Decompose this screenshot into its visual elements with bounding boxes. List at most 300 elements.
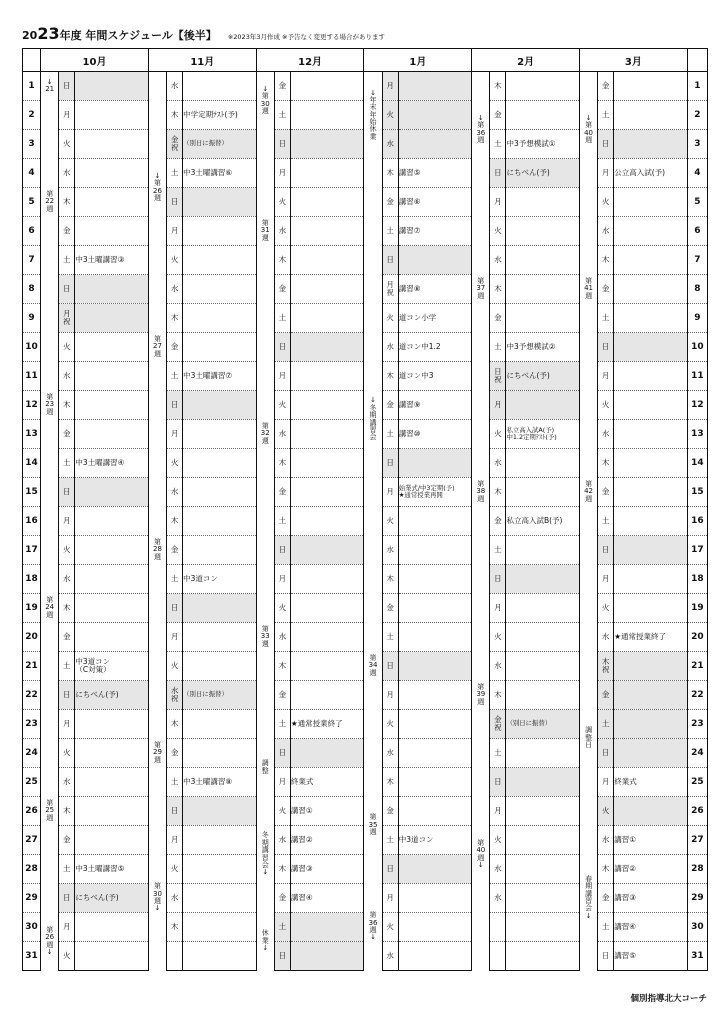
event-cell bbox=[398, 768, 472, 797]
day-number: 10 bbox=[687, 333, 707, 362]
event-cell: （別日に振替） bbox=[506, 710, 580, 739]
event-cell: にちべん(予) bbox=[506, 362, 580, 391]
day-row bbox=[23, 72, 708, 101]
event-cell: 中3予想模試② bbox=[506, 333, 580, 362]
event-cell bbox=[506, 623, 580, 652]
weekday-cell: 水 bbox=[59, 159, 75, 188]
weekday-cell: 金 bbox=[59, 623, 75, 652]
event-cell bbox=[398, 246, 472, 275]
event-cell bbox=[183, 913, 257, 942]
event-cell bbox=[183, 420, 257, 449]
weekday-cell: 火 bbox=[59, 739, 75, 768]
event-cell bbox=[183, 72, 257, 101]
weekday-cell: 水 bbox=[382, 942, 398, 971]
event-cell bbox=[506, 536, 580, 565]
weekday-cell: 水 bbox=[382, 333, 398, 362]
week-label-text: 第 36 週 ↓ bbox=[368, 911, 378, 942]
weekday-cell: 日 bbox=[59, 478, 75, 507]
weekday-cell: 日 bbox=[274, 942, 290, 971]
week-label bbox=[41, 304, 59, 507]
event-cell bbox=[506, 246, 580, 275]
month-header: 10月 bbox=[41, 49, 149, 72]
weekday-cell: 火 bbox=[490, 623, 506, 652]
weekday-cell: 水 bbox=[490, 884, 506, 913]
week-label bbox=[472, 188, 490, 391]
day-number: 15 bbox=[687, 478, 707, 507]
week-label-text: 第 31 週 bbox=[260, 218, 270, 242]
event-cell bbox=[183, 623, 257, 652]
weekday-cell: 金 bbox=[598, 681, 614, 710]
week-label-text: 第 39 週 bbox=[476, 682, 486, 706]
event-cell bbox=[614, 217, 688, 246]
event-cell bbox=[506, 739, 580, 768]
event-cell bbox=[398, 884, 472, 913]
event-cell bbox=[183, 797, 257, 826]
week-label bbox=[256, 130, 274, 333]
event-cell bbox=[183, 594, 257, 623]
event-cell bbox=[506, 217, 580, 246]
day-row bbox=[23, 275, 708, 304]
day-number: 26 bbox=[23, 797, 41, 826]
event-cell: 私立高入試B(予) bbox=[506, 507, 580, 536]
weekday-cell: 月 祝 bbox=[382, 275, 398, 304]
event-cell bbox=[75, 565, 149, 594]
weekday-cell: 木 bbox=[167, 507, 183, 536]
event-cell: 中3道コン bbox=[398, 826, 472, 855]
event-cell bbox=[290, 333, 364, 362]
week-label bbox=[364, 768, 382, 884]
weekday-cell: 月 bbox=[382, 72, 398, 101]
event-cell: 始業式/中3定期(予) ★通常授業再開 bbox=[398, 478, 472, 507]
event-cell bbox=[614, 304, 688, 333]
weekday-cell: 金 bbox=[382, 797, 398, 826]
event-cell: 講習① bbox=[614, 826, 688, 855]
event-cell bbox=[183, 275, 257, 304]
weekday-cell: 土 bbox=[167, 159, 183, 188]
event-cell bbox=[290, 159, 364, 188]
weekday-cell: 金 bbox=[598, 72, 614, 101]
weekday-cell: 月 bbox=[598, 362, 614, 391]
weekday-cell: 木 bbox=[490, 72, 506, 101]
weekday-cell: 金 bbox=[167, 333, 183, 362]
weekday-cell: 土 bbox=[490, 333, 506, 362]
event-cell: 私立高入試A(予) 中1.2定期ﾃｽﾄ(予) bbox=[506, 420, 580, 449]
event-cell bbox=[614, 652, 688, 681]
event-cell: 講習⑥ bbox=[398, 188, 472, 217]
event-cell bbox=[614, 130, 688, 159]
week-label bbox=[148, 652, 166, 855]
event-cell bbox=[75, 72, 149, 101]
weekday-cell: 土 bbox=[274, 101, 290, 130]
event-cell: 中3予想模試① bbox=[506, 130, 580, 159]
weekday-cell: 金 bbox=[382, 188, 398, 217]
event-cell: 終業式 bbox=[290, 768, 364, 797]
event-cell bbox=[614, 246, 688, 275]
weekday-cell: 金 祝 bbox=[490, 710, 506, 739]
event-cell bbox=[398, 565, 472, 594]
event-cell: 中3道コン bbox=[183, 565, 257, 594]
day-number: 11 bbox=[23, 362, 41, 391]
week-label-text: 第 23 週 bbox=[45, 392, 55, 416]
day-number: 16 bbox=[687, 507, 707, 536]
week-label bbox=[364, 72, 382, 159]
weekday-cell: 木 bbox=[490, 478, 506, 507]
weekday-cell: 日 bbox=[382, 246, 398, 275]
event-cell: 道コン中1.2 bbox=[398, 333, 472, 362]
week-label-text: 調 整 日 bbox=[585, 726, 593, 750]
weekday-cell: 火 bbox=[167, 855, 183, 884]
week-label bbox=[472, 72, 490, 188]
weekday-cell: 木 bbox=[382, 362, 398, 391]
weekday-cell: 火 bbox=[490, 826, 506, 855]
event-cell bbox=[614, 101, 688, 130]
weekday-cell: 日 bbox=[59, 884, 75, 913]
day-number: 19 bbox=[23, 594, 41, 623]
event-cell bbox=[398, 130, 472, 159]
weekday-cell: 木 bbox=[490, 275, 506, 304]
event-cell bbox=[290, 130, 364, 159]
event-cell bbox=[290, 391, 364, 420]
week-label-text: 第 28 週 bbox=[153, 537, 162, 561]
event-cell: 中3土曜講習③ bbox=[75, 246, 149, 275]
event-cell bbox=[75, 362, 149, 391]
event-cell bbox=[290, 275, 364, 304]
weekday-cell: 木 bbox=[382, 768, 398, 797]
event-cell bbox=[75, 478, 149, 507]
weekday-cell: 火 bbox=[598, 797, 614, 826]
weekday-cell: 水 bbox=[382, 130, 398, 159]
event-cell bbox=[614, 333, 688, 362]
event-cell bbox=[506, 275, 580, 304]
event-cell: 講習⑤ bbox=[398, 159, 472, 188]
weekday-cell: 日 bbox=[490, 159, 506, 188]
day-number: 29 bbox=[687, 884, 707, 913]
day-number: 6 bbox=[23, 217, 41, 246]
event-cell bbox=[290, 72, 364, 101]
week-label bbox=[148, 449, 166, 652]
day-number: 27 bbox=[23, 826, 41, 855]
weekday-cell: 金 bbox=[59, 826, 75, 855]
weekday-cell: 木 祝 bbox=[598, 652, 614, 681]
weekday-cell: 月 bbox=[167, 217, 183, 246]
weekday-cell: 木 bbox=[598, 246, 614, 275]
week-label bbox=[580, 652, 598, 826]
day-number: 24 bbox=[23, 739, 41, 768]
day-row bbox=[23, 884, 708, 913]
weekday-cell: 月 bbox=[274, 565, 290, 594]
event-cell: にちべん(予) bbox=[75, 681, 149, 710]
event-cell bbox=[183, 826, 257, 855]
event-cell bbox=[506, 826, 580, 855]
weekday-cell: 水 bbox=[59, 362, 75, 391]
weekday-cell: 水 bbox=[274, 826, 290, 855]
event-cell: （別日に振替） bbox=[183, 130, 257, 159]
event-cell bbox=[290, 420, 364, 449]
weekday-cell bbox=[490, 942, 506, 971]
event-cell: 講習⑧ bbox=[398, 275, 472, 304]
event-cell bbox=[506, 449, 580, 478]
day-number: 19 bbox=[687, 594, 707, 623]
weekday-cell: 金 bbox=[490, 101, 506, 130]
event-cell bbox=[398, 797, 472, 826]
weekday-cell: 土 bbox=[59, 855, 75, 884]
weekday-cell: 日 bbox=[167, 391, 183, 420]
event-cell: ★通常授業終了 bbox=[614, 623, 688, 652]
weekday-cell: 金 bbox=[274, 681, 290, 710]
day-number: 17 bbox=[23, 536, 41, 565]
event-cell: 講習④ bbox=[614, 913, 688, 942]
day-number: 18 bbox=[23, 565, 41, 594]
weekday-cell: 月 bbox=[382, 681, 398, 710]
weekday-cell: 月 bbox=[167, 420, 183, 449]
day-number: 11 bbox=[687, 362, 707, 391]
weekday-cell: 金 bbox=[382, 391, 398, 420]
event-cell bbox=[290, 188, 364, 217]
event-cell bbox=[75, 710, 149, 739]
weekday-cell: 火 bbox=[382, 507, 398, 536]
weekday-cell: 月 bbox=[382, 884, 398, 913]
weekday-cell: 火 bbox=[274, 391, 290, 420]
weekday-cell: 金 bbox=[274, 275, 290, 304]
weekday-cell: 月 bbox=[490, 188, 506, 217]
weekday-cell: 水 bbox=[490, 246, 506, 275]
schedule-body bbox=[23, 72, 708, 971]
week-label-text: 第 42 週 bbox=[584, 479, 594, 503]
day-number: 13 bbox=[687, 420, 707, 449]
day-number: 21 bbox=[23, 652, 41, 681]
weekday-cell: 金 bbox=[490, 507, 506, 536]
weekday-cell: 日 bbox=[382, 449, 398, 478]
weekday-cell: 月 bbox=[382, 478, 398, 507]
weekday-cell: 金 bbox=[598, 275, 614, 304]
event-cell bbox=[75, 942, 149, 971]
weekday-cell: 水 bbox=[382, 739, 398, 768]
event-cell bbox=[506, 855, 580, 884]
week-label bbox=[148, 72, 166, 130]
weekday-cell: 水 bbox=[59, 768, 75, 797]
day-number: 8 bbox=[23, 275, 41, 304]
weekday-cell: 日 bbox=[167, 188, 183, 217]
week-label-text: ↓ 冬 期 講 習 会 bbox=[369, 396, 377, 442]
weekday-cell: 月 bbox=[274, 362, 290, 391]
event-cell bbox=[183, 246, 257, 275]
week-label-text: 第 40 週 ↓ bbox=[476, 838, 486, 869]
weekday-cell: 火 bbox=[59, 333, 75, 362]
day-number: 12 bbox=[23, 391, 41, 420]
weekday-cell: 日 bbox=[274, 739, 290, 768]
event-cell bbox=[290, 449, 364, 478]
day-number: 4 bbox=[687, 159, 707, 188]
event-cell bbox=[398, 710, 472, 739]
day-number: 23 bbox=[687, 710, 707, 739]
week-label-text: 第 35 週 bbox=[368, 813, 378, 837]
week-label-text: 冬 期 講 習 会 ↓ bbox=[261, 831, 269, 877]
week-label bbox=[472, 391, 490, 594]
day-number: 1 bbox=[23, 72, 41, 101]
weekday-cell: 火 bbox=[490, 420, 506, 449]
event-cell bbox=[614, 275, 688, 304]
day-number: 5 bbox=[687, 188, 707, 217]
week-label-text: 第 26 週 ↓ bbox=[45, 925, 55, 956]
event-cell bbox=[75, 536, 149, 565]
weekday-cell: 月 bbox=[167, 623, 183, 652]
weekday-cell: 土 bbox=[59, 652, 75, 681]
weekday-cell: 日 bbox=[59, 681, 75, 710]
weekday-cell: 日 bbox=[167, 594, 183, 623]
event-cell: （別日に振替） bbox=[183, 681, 257, 710]
weekday-cell: 月 bbox=[59, 710, 75, 739]
week-label bbox=[364, 275, 382, 565]
event-cell bbox=[75, 391, 149, 420]
event-cell bbox=[398, 594, 472, 623]
event-cell: 講習③ bbox=[614, 884, 688, 913]
event-cell bbox=[290, 594, 364, 623]
week-label bbox=[472, 913, 490, 971]
weekday-cell: 火 bbox=[274, 594, 290, 623]
week-label-text: 第 24 週 bbox=[45, 595, 55, 619]
event-cell: 道コン小学 bbox=[398, 304, 472, 333]
day-number: 13 bbox=[23, 420, 41, 449]
week-label bbox=[148, 942, 166, 971]
day-number: 30 bbox=[687, 913, 707, 942]
weekday-cell: 土 bbox=[490, 536, 506, 565]
event-cell: 終業式 bbox=[614, 768, 688, 797]
month-header-row bbox=[23, 49, 708, 72]
event-cell bbox=[506, 942, 580, 971]
month-header: 2月 bbox=[472, 49, 580, 72]
weekday-cell: 日 bbox=[167, 797, 183, 826]
day-number: 24 bbox=[687, 739, 707, 768]
event-cell bbox=[290, 217, 364, 246]
event-cell: 中3土曜講習⑥ bbox=[183, 159, 257, 188]
event-cell: 中3土曜講習⑦ bbox=[183, 362, 257, 391]
event-cell bbox=[75, 304, 149, 333]
event-cell bbox=[75, 826, 149, 855]
weekday-cell: 土 bbox=[598, 101, 614, 130]
day-number: 25 bbox=[687, 768, 707, 797]
weekday-cell: 土 bbox=[490, 739, 506, 768]
weekday-cell: 水 bbox=[274, 420, 290, 449]
weekday-cell: 土 bbox=[382, 826, 398, 855]
event-cell bbox=[75, 507, 149, 536]
weekday-cell: 土 bbox=[274, 913, 290, 942]
week-label bbox=[256, 797, 274, 913]
weekday-cell: 金 bbox=[274, 884, 290, 913]
weekday-cell: 水 bbox=[167, 72, 183, 101]
weekday-cell: 木 bbox=[167, 101, 183, 130]
weekday-cell bbox=[167, 942, 183, 971]
event-cell bbox=[614, 594, 688, 623]
week-label-text: 第 38 週 bbox=[476, 479, 486, 503]
weekday-cell: 土 bbox=[490, 130, 506, 159]
weekday-cell: 日 bbox=[598, 333, 614, 362]
day-number: 27 bbox=[687, 826, 707, 855]
day-number: 5 bbox=[23, 188, 41, 217]
event-cell bbox=[75, 739, 149, 768]
weekday-cell: 月 bbox=[274, 159, 290, 188]
week-label bbox=[256, 913, 274, 971]
weekday-cell: 火 bbox=[382, 710, 398, 739]
event-cell: 講習④ bbox=[290, 884, 364, 913]
weekday-cell: 木 bbox=[274, 449, 290, 478]
event-cell bbox=[75, 623, 149, 652]
day-number: 2 bbox=[687, 101, 707, 130]
event-cell bbox=[614, 478, 688, 507]
weekday-cell: 日 bbox=[598, 942, 614, 971]
week-label-text: 第 34 週 bbox=[368, 653, 378, 677]
week-label bbox=[472, 594, 490, 797]
weekday-cell: 金 bbox=[59, 420, 75, 449]
event-cell bbox=[75, 217, 149, 246]
weekday-cell: 日 bbox=[598, 536, 614, 565]
weekday-cell: 月 bbox=[274, 768, 290, 797]
week-label bbox=[364, 565, 382, 768]
event-cell: にちべん(予) bbox=[75, 884, 149, 913]
weekday-cell: 水 bbox=[598, 623, 614, 652]
event-cell bbox=[614, 739, 688, 768]
weekday-cell: 火 bbox=[598, 188, 614, 217]
event-cell bbox=[290, 942, 364, 971]
event-cell: にちべん(予) bbox=[506, 159, 580, 188]
day-number: 29 bbox=[23, 884, 41, 913]
day-number: 10 bbox=[23, 333, 41, 362]
event-cell bbox=[506, 652, 580, 681]
day-number: 22 bbox=[687, 681, 707, 710]
event-cell bbox=[183, 536, 257, 565]
event-cell bbox=[183, 739, 257, 768]
month-header: 12月 bbox=[256, 49, 364, 72]
day-number: 9 bbox=[687, 304, 707, 333]
weekday-cell: 土 bbox=[598, 507, 614, 536]
event-cell bbox=[183, 188, 257, 217]
day-number: 3 bbox=[687, 130, 707, 159]
weekday-cell: 水 bbox=[598, 420, 614, 449]
day-row bbox=[23, 565, 708, 594]
event-cell bbox=[398, 942, 472, 971]
weekday-cell: 日 bbox=[598, 739, 614, 768]
weekday-cell: 金 bbox=[274, 72, 290, 101]
weekday-cell: 水 bbox=[167, 884, 183, 913]
week-label bbox=[256, 333, 274, 536]
event-cell bbox=[614, 72, 688, 101]
event-cell bbox=[290, 536, 364, 565]
day-number: 9 bbox=[23, 304, 41, 333]
event-cell bbox=[75, 188, 149, 217]
event-cell bbox=[398, 913, 472, 942]
weekday-cell: 木 bbox=[274, 652, 290, 681]
event-cell bbox=[183, 304, 257, 333]
week-label bbox=[41, 710, 59, 913]
day-number: 28 bbox=[687, 855, 707, 884]
weekday-cell: 火 bbox=[382, 304, 398, 333]
event-cell bbox=[506, 681, 580, 710]
week-label bbox=[364, 159, 382, 275]
week-label bbox=[41, 101, 59, 304]
week-label-text: ↓ 21 bbox=[45, 77, 55, 94]
event-cell: 中学定期ﾃｽﾄ(予) bbox=[183, 101, 257, 130]
event-cell bbox=[183, 391, 257, 420]
week-label bbox=[148, 855, 166, 942]
event-cell: 講習② bbox=[290, 826, 364, 855]
weekday-cell: 金 bbox=[382, 594, 398, 623]
event-cell bbox=[183, 652, 257, 681]
week-label-text: 第 41 週 bbox=[584, 276, 594, 300]
event-cell bbox=[75, 594, 149, 623]
weekday-cell: 火 bbox=[490, 217, 506, 246]
day-row bbox=[23, 159, 708, 188]
weekday-cell: 水 bbox=[167, 275, 183, 304]
week-label-text: 第 27 週 bbox=[153, 334, 162, 358]
